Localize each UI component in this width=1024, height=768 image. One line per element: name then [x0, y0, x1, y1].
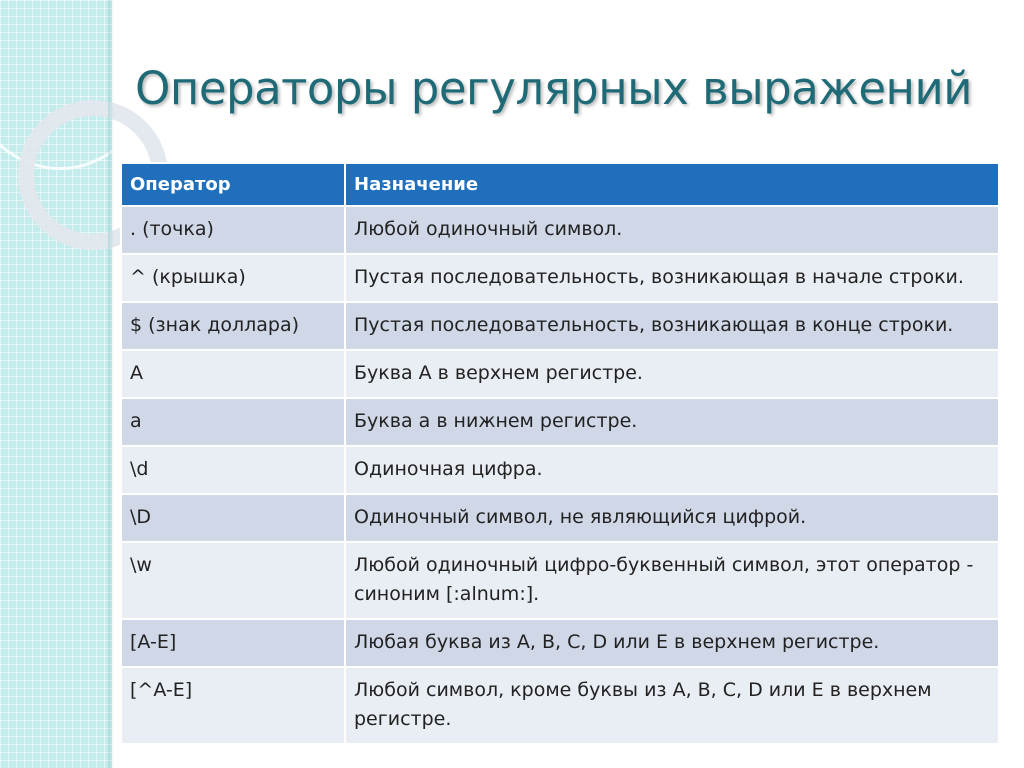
decorative-side-panel	[0, 0, 112, 768]
purpose-cell: Буква A в верхнем регистре.	[345, 350, 999, 398]
purpose-cell: Одиночный символ, не являющийся цифрой.	[345, 494, 999, 542]
table-row	[121, 446, 999, 494]
table-row	[121, 667, 999, 744]
table-row	[121, 254, 999, 302]
operator-cell: [^A-E]	[121, 667, 345, 744]
table-header-row	[121, 163, 999, 206]
header-purpose: Назначение	[345, 163, 999, 206]
purpose-cell: Одиночная цифра.	[345, 446, 999, 494]
operators-table	[120, 162, 1000, 745]
table-row	[121, 302, 999, 350]
operator-cell: $ (знак доллара)	[121, 302, 345, 350]
purpose-cell: Любой символ, кроме буквы из A, B, C, D или E в верхнем регистре.	[345, 667, 999, 744]
header-operator: Оператор	[121, 163, 345, 206]
operator-cell: \D	[121, 494, 345, 542]
table-row	[121, 494, 999, 542]
purpose-cell: Любая буква из A, B, C, D или E в верхнем регистре.	[345, 619, 999, 667]
operator-cell: ^ (крышка)	[121, 254, 345, 302]
purpose-cell: Пустая последовательность, возникающая в конце строки.	[345, 302, 999, 350]
table-row	[121, 206, 999, 254]
operator-cell: a	[121, 398, 345, 446]
operator-cell: [A-E]	[121, 619, 345, 667]
slide-title: Операторы регулярных выражений	[135, 62, 972, 115]
table-row	[121, 542, 999, 619]
table-row	[121, 398, 999, 446]
side-panel-edge	[108, 0, 114, 768]
purpose-cell: Пустая последовательность, возникающая в начале строки.	[345, 254, 999, 302]
operator-cell: A	[121, 350, 345, 398]
operator-cell: \d	[121, 446, 345, 494]
operator-cell: . (точка)	[121, 206, 345, 254]
purpose-cell: Любой одиночный цифро-буквенный символ, этот оператор - синоним [:alnum:].	[345, 542, 999, 619]
purpose-cell: Буква a в нижнем регистре.	[345, 398, 999, 446]
table-row	[121, 350, 999, 398]
purpose-cell: Любой одиночный символ.	[345, 206, 999, 254]
operator-cell: \w	[121, 542, 345, 619]
table-row	[121, 619, 999, 667]
